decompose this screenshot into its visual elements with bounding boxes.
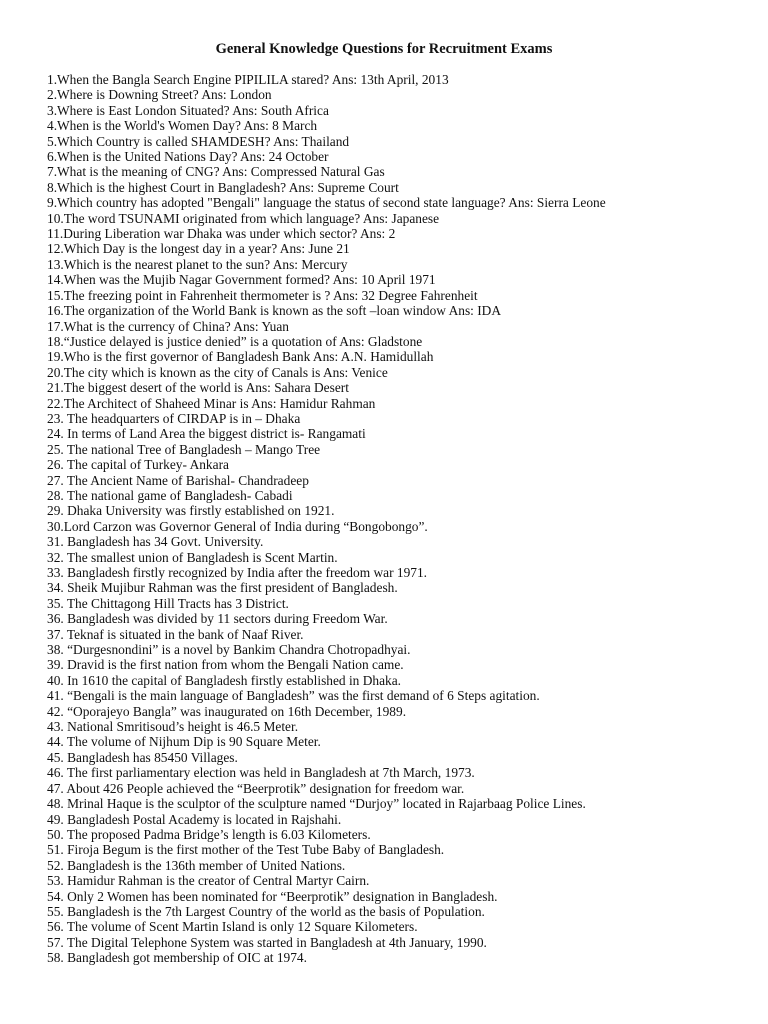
question-item: 36. Bangladesh was divided by 11 sectors during Freedom War. <box>47 611 388 627</box>
question-item: 14.When was the Mujib Nagar Government formed? Ans: 10 April 1971 <box>47 272 436 288</box>
question-list <box>47 72 747 966</box>
question-item: 49. Bangladesh Postal Academy is located in Rajshahi. <box>47 811 342 827</box>
question-item: 32. The smallest union of Bangladesh is Scent Martin. <box>47 549 338 565</box>
question-item: 29. Dhaka University was firstly established on 1921. <box>47 503 335 519</box>
question-item: 46. The first parliamentary election was held in Bangladesh at 7th March, 1973. <box>47 765 475 781</box>
question-item: 45. Bangladesh has 85450 Villages. <box>47 749 238 765</box>
question-item: 38. “Durgesnondini” is a novel by Bankim Chandra Chotropadhyai. <box>47 642 411 658</box>
question-item: 3.Where is East London Situated? Ans: South Africa <box>47 102 329 118</box>
question-item: 30.Lord Carzon was Governor General of India during “Bongobongo”. <box>47 518 428 534</box>
question-item: 20.The city which is known as the city of Canals is Ans: Venice <box>47 364 388 380</box>
question-item: 42. “Oporajeyo Bangla” was inaugurated on 16th December, 1989. <box>47 703 407 719</box>
question-item: 15.The freezing point in Fahrenheit thermometer is ? Ans: 32 Degree Fahrenheit <box>47 287 478 303</box>
question-item: 11.During Liberation war Dhaka was under which sector? Ans: 2 <box>47 226 396 242</box>
question-item: 31. Bangladesh has 34 Govt. University. <box>47 534 264 550</box>
question-item: 50. The proposed Padma Bridge’s length is 6.03 Kilometers. <box>47 826 371 842</box>
question-item: 2.Where is Downing Street? Ans: London <box>47 87 272 103</box>
question-item: 52. Bangladesh is the 136th member of United Nations. <box>47 857 346 873</box>
question-item: 48. Mrinal Haque is the sculptor of the sculpture named “Durjoy” located in Rajarbaag Police Lines. <box>47 796 586 812</box>
document-title: General Knowledge Questions for Recruitment Exams <box>215 41 553 57</box>
question-item: 51. Firoja Begum is the first mother of the Test Tube Baby of Bangladesh. <box>47 842 445 858</box>
question-item: 9.Which country has adopted "Bengali" language the status of second state language? Ans: Sierra Leone <box>47 195 606 211</box>
question-item: 4.When is the World's Women Day? Ans: 8 March <box>47 118 318 134</box>
question-item: 35. The Chittagong Hill Tracts has 3 District. <box>47 595 289 611</box>
question-item: 53. Hamidur Rahman is the creator of Central Martyr Cairn. <box>47 873 370 889</box>
question-item: 43. National Smritisoud’s height is 46.5 Meter. <box>47 719 299 735</box>
question-item: 10.The word TSUNAMI originated from which language? Ans: Japanese <box>47 210 440 226</box>
question-item: 5.Which Country is called SHAMDESH? Ans: Thailand <box>47 133 350 149</box>
question-item: 17.What is the currency of China? Ans: Yuan <box>47 318 289 334</box>
question-item: 24. In terms of Land Area the biggest district is- Rangamati <box>47 426 366 442</box>
question-item: 39. Dravid is the first nation from whom the Bengali Nation came. <box>47 657 404 673</box>
question-item: 1.When the Bangla Search Engine PIPILILA stared? Ans: 13th April, 2013 <box>47 72 449 87</box>
question-item: 6.When is the United Nations Day? Ans: 24 October <box>47 149 329 165</box>
question-item: 16.The organization of the World Bank is known as the soft –loan window Ans: IDA <box>47 303 502 319</box>
question-item: 13.Which is the nearest planet to the sun? Ans: Mercury <box>47 256 348 272</box>
question-item: 56. The volume of Scent Martin Island is only 12 Square Kilometers. <box>47 919 418 935</box>
question-item: 21.The biggest desert of the world is Ans: Sahara Desert <box>47 380 349 396</box>
question-item: 12.Which Day is the longest day in a year? Ans: June 21 <box>47 241 350 257</box>
question-item: 28. The national game of Bangladesh- Cabadi <box>47 487 293 503</box>
question-item: 55. Bangladesh is the 7th Largest Country of the world as the basis of Population. <box>47 903 485 919</box>
question-item: 40. In 1610 the capital of Bangladesh firstly established in Dhaka. <box>47 672 402 688</box>
question-item: 25. The national Tree of Bangladesh – Mango Tree <box>47 441 321 457</box>
question-item: 33. Bangladesh firstly recognized by India after the freedom war 1971. <box>47 565 428 580</box>
question-item: 26. The capital of Turkey- Ankara <box>47 457 229 473</box>
question-item: 37. Teknaf is situated in the bank of Naaf River. <box>47 626 304 642</box>
question-item: 54. Only 2 Women has been nominated for “Beerprotik” designation in Bangladesh. <box>47 888 498 904</box>
question-item: 19.Who is the first governor of Bangladesh Bank Ans: A.N. Hamidullah <box>47 349 434 365</box>
question-item: 58. Bangladesh got membership of OIC at 1974. <box>47 950 307 966</box>
question-item: 47. About 426 People achieved the “Beerprotik” designation for freedom war. <box>47 780 465 796</box>
question-item: 27. The Ancient Name of Barishal- Chandradeep <box>47 472 309 488</box>
question-item: 57. The Digital Telephone System was started in Bangladesh at 4th January, 1990. <box>47 934 487 950</box>
question-item: 34. Sheik Mujibur Rahman was the first president of Bangladesh. <box>47 580 398 596</box>
question-item: 8.Which is the highest Court in Bangladesh? Ans: Supreme Court <box>47 179 399 195</box>
question-item: 44. The volume of Nijhum Dip is 90 Square Meter. <box>47 734 321 750</box>
question-item: 23. The headquarters of CIRDAP is in – Dhaka <box>47 410 301 426</box>
question-item: 18.“Justice delayed is justice denied” is a quotation of Ans: Gladstone <box>47 333 423 349</box>
question-item: 41. “Bengali is the main language of Bangladesh” was the first demand of 6 Steps agitation. <box>47 688 540 704</box>
question-item: 7.What is the meaning of CNG? Ans: Compressed Natural Gas <box>47 164 385 180</box>
question-item: 22.The Architect of Shaheed Minar is Ans: Hamidur Rahman <box>47 395 376 411</box>
